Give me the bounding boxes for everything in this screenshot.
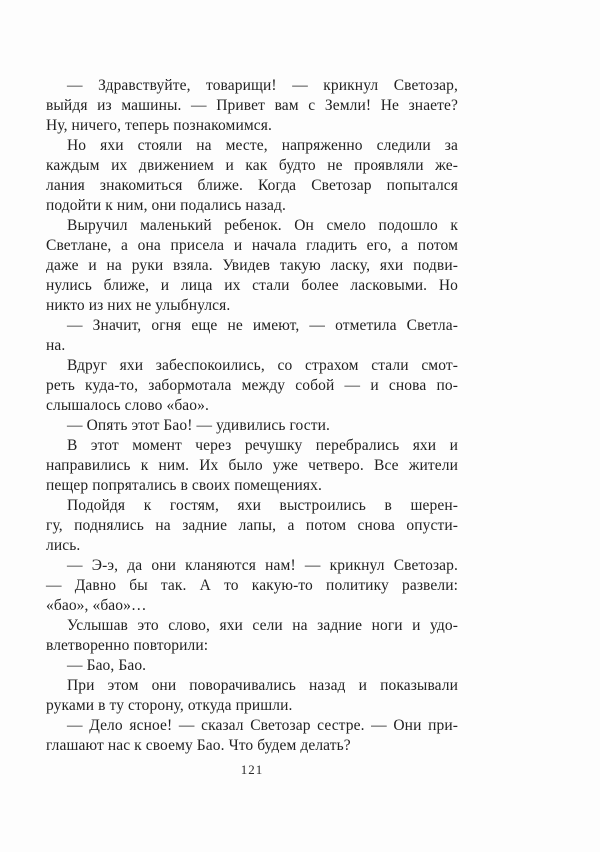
text-line: Выручил маленький ребенок. Он смело подошло к — [67, 217, 458, 234]
text-line: — Дело ясное! — сказал Светозар сестре. — Они при- — [67, 717, 458, 734]
text-line: направились к ним. Их было уже четверо. Все жители — [46, 457, 458, 474]
text-line: лания знакомиться ближе. Когда Светозар попытался — [46, 177, 458, 194]
text-line: — Э-э, да они кланяются нам! — крикнул Светозар. — [67, 557, 458, 574]
text-line: Светлане, а она присела и начала гладить его, а потом — [46, 237, 458, 254]
text-line: глашают нас к своему Бао. Что будем делать? — [46, 737, 351, 754]
text-line: выйдя из машины. — Привет вам с Земли! Не знаете? — [46, 97, 458, 114]
text-line: Услышав это слово, яхи сели на задние ноги и удо- — [67, 617, 458, 634]
text-line: — Значит, огня еще не имеют, — отметила Светла- — [67, 317, 458, 334]
page-number: 121 — [240, 762, 264, 777]
text-line: Ну, ничего, теперь познакомимся. — [46, 117, 272, 134]
text-line: лись. — [46, 537, 81, 554]
text-line: реть куда-то, забормотала между собой — и снова по- — [46, 377, 458, 394]
text-line: «бао», «бао»… — [46, 597, 147, 614]
text-line: слышалось слово «бао». — [46, 397, 209, 414]
text-line: — Давно бы так. А то какую-то политику развели: — [46, 577, 458, 594]
text-line: даже и на руки взяла. Увидев такую ласку, яхи подви- — [46, 257, 458, 274]
text-line: пещер попрятались в своих помещениях. — [46, 477, 322, 494]
page-text — [46, 76, 458, 756]
text-line: Но яхи стояли на месте, напряженно следили за — [67, 137, 458, 154]
text-line: гу, поднялись на задние лапы, а потом снова опусти- — [46, 517, 458, 534]
text-line: Подойдя к гостям, яхи выстроились в шерен- — [67, 497, 458, 514]
text-line: нулись ближе, и лица их стали более ласковыми. Но — [46, 277, 458, 294]
text-line: руками в ту сторону, откуда пришли. — [46, 697, 293, 714]
text-line: — Бао, Бао. — [67, 657, 147, 674]
text-line: При этом они поворачивались назад и показывали — [67, 677, 458, 694]
text-line: Вдруг яхи забеспокоились, со страхом стали смот- — [67, 357, 458, 374]
text-line: подойти к ним, они подались назад. — [46, 197, 286, 214]
text-line: на. — [46, 337, 66, 354]
text-line: — Опять этот Бао! — удивились гости. — [67, 417, 331, 434]
text-line: каждым их движением и как будто не проявляли же- — [46, 157, 458, 174]
text-line: — Здравствуйте, товарищи! — крикнул Светозар, — [67, 77, 458, 94]
text-line: влетворенно повторили: — [46, 637, 209, 654]
text-line: никто из них не улыбнулся. — [46, 297, 231, 314]
text-line: В этот момент через речушку перебрались яхи и — [67, 437, 458, 454]
